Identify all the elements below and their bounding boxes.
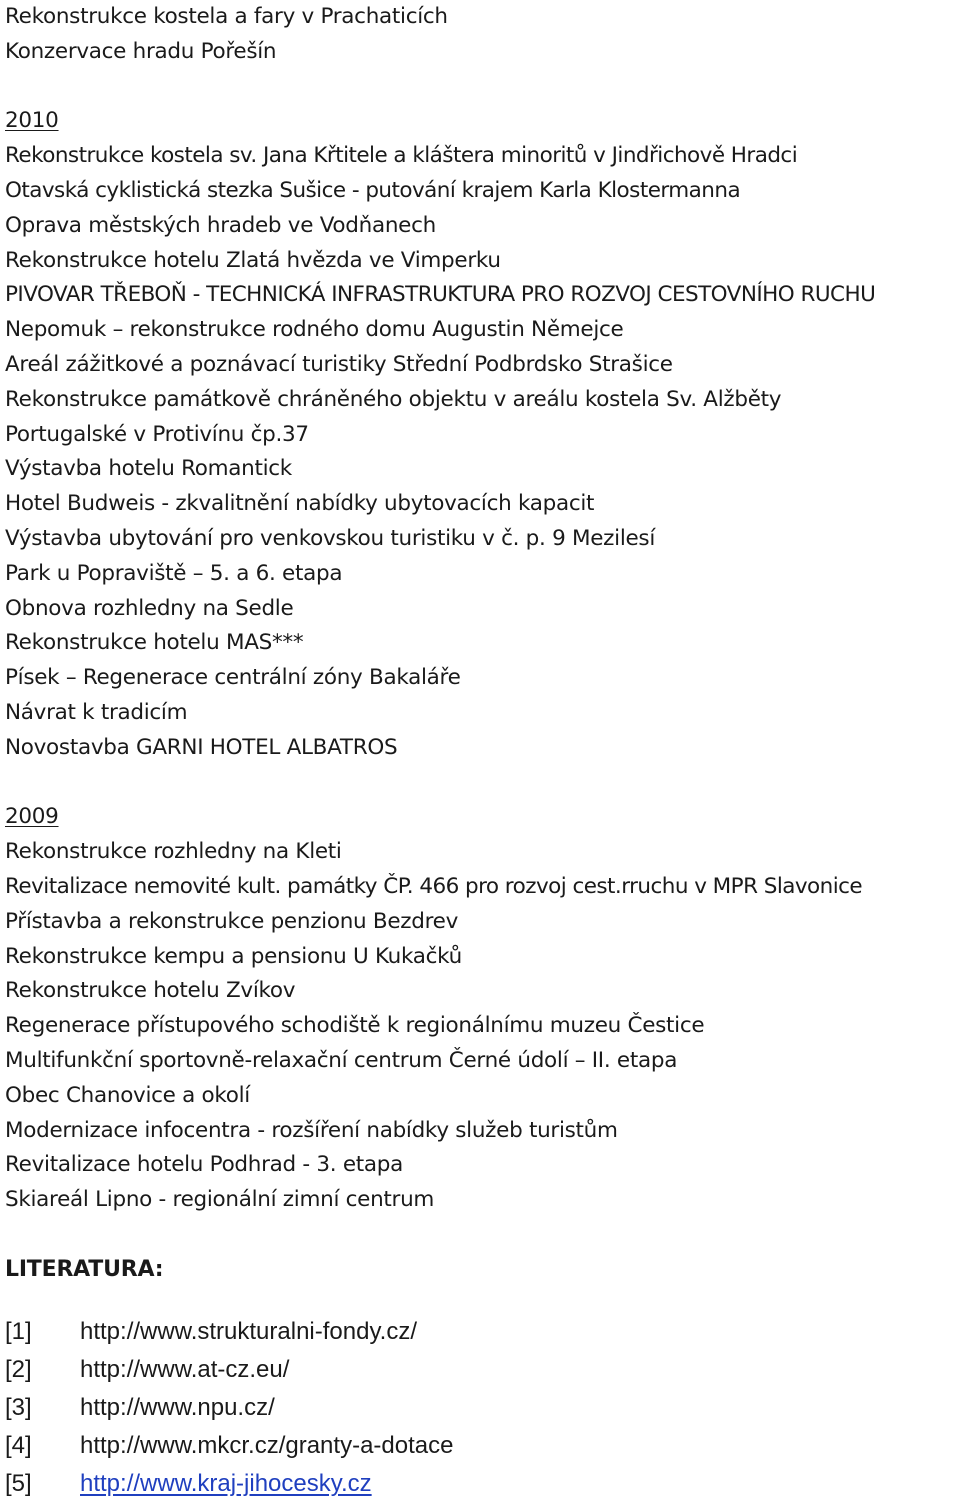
reference-list [5,1313,955,1503]
list-item: Písek – Regenerace centrální zóny Bakaláře [5,665,461,691]
list-item: Park u Popraviště – 5. a 6. etapa [5,560,343,586]
list-item: Modernizace infocentra - rozšíření nabídky služeb turistům [5,1117,618,1143]
list-item: Oprava městských hradeb ve Vodňanech [5,212,436,238]
reference-item [5,1351,955,1389]
list-item: Rekonstrukce kostela a fary v Prachaticích [5,4,448,29]
year-heading-2010: 2010 [5,108,59,134]
list-item: Regenerace přístupového schodiště k regionálnímu muzeu Čestice [5,1013,705,1039]
reference-number: [5] [5,1470,32,1498]
reference-item [5,1427,955,1465]
reference-number: [2] [5,1356,32,1384]
list-item: Rekonstrukce hotelu Zlatá hvězda ve Vimperku [5,247,501,273]
list-item: Rekonstrukce hotelu MAS*** [5,630,304,656]
year-heading-2009: 2009 [5,804,59,830]
reference-item [5,1313,955,1351]
reference-url: http://www.strukturalni-fondy.cz/ [80,1318,418,1346]
literature-heading: LITERATURA: [5,1256,164,1282]
list-item: PIVOVAR TŘEBOŇ - TECHNICKÁ INFRASTRUKTURA PRO ROZVOJ CESTOVNÍHO RUCHU [5,282,876,308]
reference-number: [3] [5,1394,32,1422]
list-item: Revitalizace nemovité kult. památky ČP. 466 pro rozvoj cest.rruchu v MPR Slavonice [5,873,863,899]
list-item: Portugalské v Protivínu čp.37 [5,421,309,447]
reference-number: [1] [5,1318,32,1346]
list-item: Přístavba a rekonstrukce penzionu Bezdrev [5,908,459,934]
list-item: Obec Chanovice a okolí [5,1082,250,1108]
list-item: Obnova rozhledny na Sedle [5,595,294,621]
list-item: Rekonstrukce památkově chráněného objektu v areálu kostela Sv. Alžběty [5,386,782,412]
list-item: Multifunkční sportovně-relaxační centrum Černé údolí – II. etapa [5,1047,678,1073]
list-item: Návrat k tradicím [5,699,188,725]
list-item: Výstavba hotelu Romantick [5,456,292,482]
list-item: Hotel Budweis - zkvalitnění nabídky ubytovacích kapacit [5,491,595,517]
list-item: Nepomuk – rekonstrukce rodného domu Augustin Němejce [5,317,624,343]
document-page [5,0,955,1503]
list-item: Otavská cyklistická stezka Sušice - putování krajem Karla Klostermanna [5,177,741,203]
reference-url: http://www.at-cz.eu/ [80,1356,290,1384]
reference-item [5,1389,955,1427]
list-item: Areál zážitkové a poznávací turistiky Střední Podbrdsko Strašice [5,351,673,377]
reference-url: http://www.npu.cz/ [80,1394,275,1422]
list-item: Rekonstrukce kostela sv. Jana Křtitele a kláštera minoritů v Jindřichově Hradci [5,143,798,169]
list-item: Rekonstrukce kempu a pensionu U Kukačků [5,943,462,969]
list-item: Novostavba GARNI HOTEL ALBATROS [5,734,398,760]
list-item: Výstavba ubytování pro venkovskou turistiku v č. p. 9 Mezilesí [5,525,656,551]
reference-url: http://www.mkcr.cz/granty-a-dotace [80,1432,454,1460]
reference-number: [4] [5,1432,32,1460]
reference-link[interactable]: http://www.kraj-jihocesky.cz [80,1470,372,1498]
list-item: Konzervace hradu Pořešín [5,38,277,64]
list-item: Revitalizace hotelu Podhrad - 3. etapa [5,1152,403,1178]
list-item: Skiareál Lipno - regionální zimní centrum [5,1187,435,1213]
list-item: Rekonstrukce rozhledny na Kleti [5,839,342,865]
reference-item [5,1465,955,1503]
list-item: Rekonstrukce hotelu Zvíkov [5,978,296,1004]
